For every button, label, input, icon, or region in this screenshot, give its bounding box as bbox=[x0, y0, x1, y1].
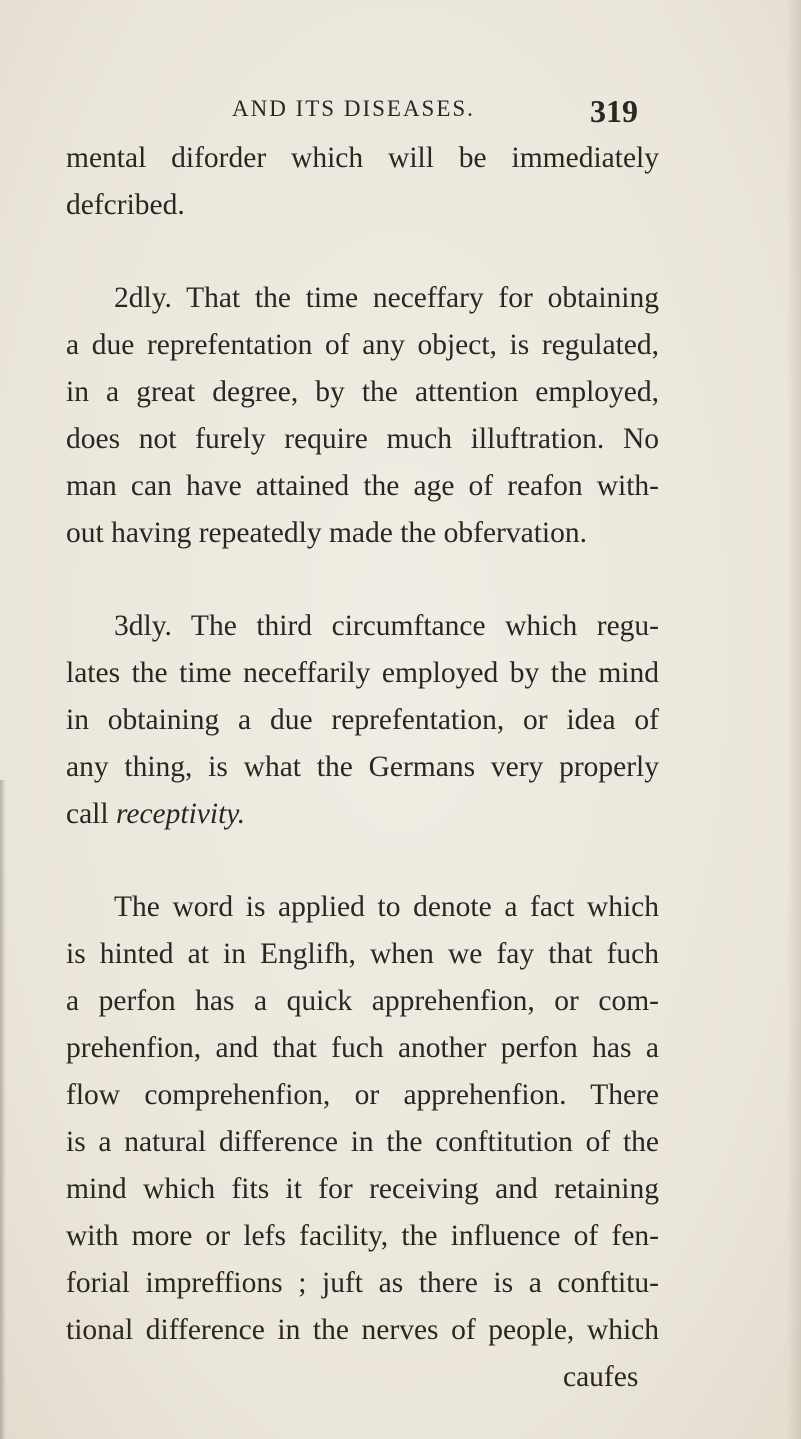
text-line: a due reprefentation of any object, is regulated, bbox=[66, 329, 659, 361]
text-line: in a great degree, by the attention employed, bbox=[66, 376, 659, 408]
text-line: mental diforder which will be immediately bbox=[66, 142, 659, 174]
italic-term: receptivity. bbox=[115, 798, 246, 830]
text-line: does not furely require much illuftration. No bbox=[66, 423, 659, 455]
text-line: in obtaining a due reprefentation, or idea of bbox=[66, 704, 659, 736]
text-line: 2dly. That the time neceffary for obtaining bbox=[114, 282, 659, 314]
text-line: a perfon has a quick apprehenfion, or com- bbox=[66, 985, 659, 1017]
text-run: call bbox=[66, 798, 109, 830]
text-line: 3dly. The third circumftance which regu- bbox=[114, 610, 659, 642]
text-line: flow comprehenfion, or apprehenfion. There bbox=[66, 1079, 659, 1111]
text-line: lates the time neceffarily employed by the mind bbox=[66, 657, 659, 689]
text-line: prehenfion, and that fuch another perfon has a bbox=[66, 1032, 659, 1064]
catchword: caufes bbox=[563, 1361, 639, 1393]
text-line: is hinted at in Englifh, when we fay that fuch bbox=[66, 938, 659, 970]
text-line-with-italic bbox=[66, 791, 659, 837]
text-line: man can have attained the age of reafon with- bbox=[66, 470, 659, 502]
text-line: mind which fits it for receiving and retaining bbox=[66, 1173, 659, 1205]
text-line: out having repeatedly made the obfervation. bbox=[66, 517, 587, 549]
text-line: any thing, is what the Germans very properly bbox=[66, 751, 659, 783]
text-line: with more or lefs facility, the influence of fen- bbox=[66, 1220, 659, 1252]
text-line: forial impreffions ; juft as there is a conftitu- bbox=[66, 1267, 659, 1299]
page-edge-shadow bbox=[787, 0, 801, 1439]
running-head: AND ITS DISEASES. bbox=[232, 96, 475, 121]
text-line: tional difference in the nerves of people, which bbox=[66, 1314, 659, 1346]
text-line: is a natural difference in the conftitution of the bbox=[66, 1126, 659, 1158]
binding-shadow bbox=[0, 780, 6, 1439]
text-line: defcribed. bbox=[66, 189, 185, 221]
text-line: The word is applied to denote a fact which bbox=[114, 891, 659, 923]
page-number: 319 bbox=[590, 93, 638, 129]
